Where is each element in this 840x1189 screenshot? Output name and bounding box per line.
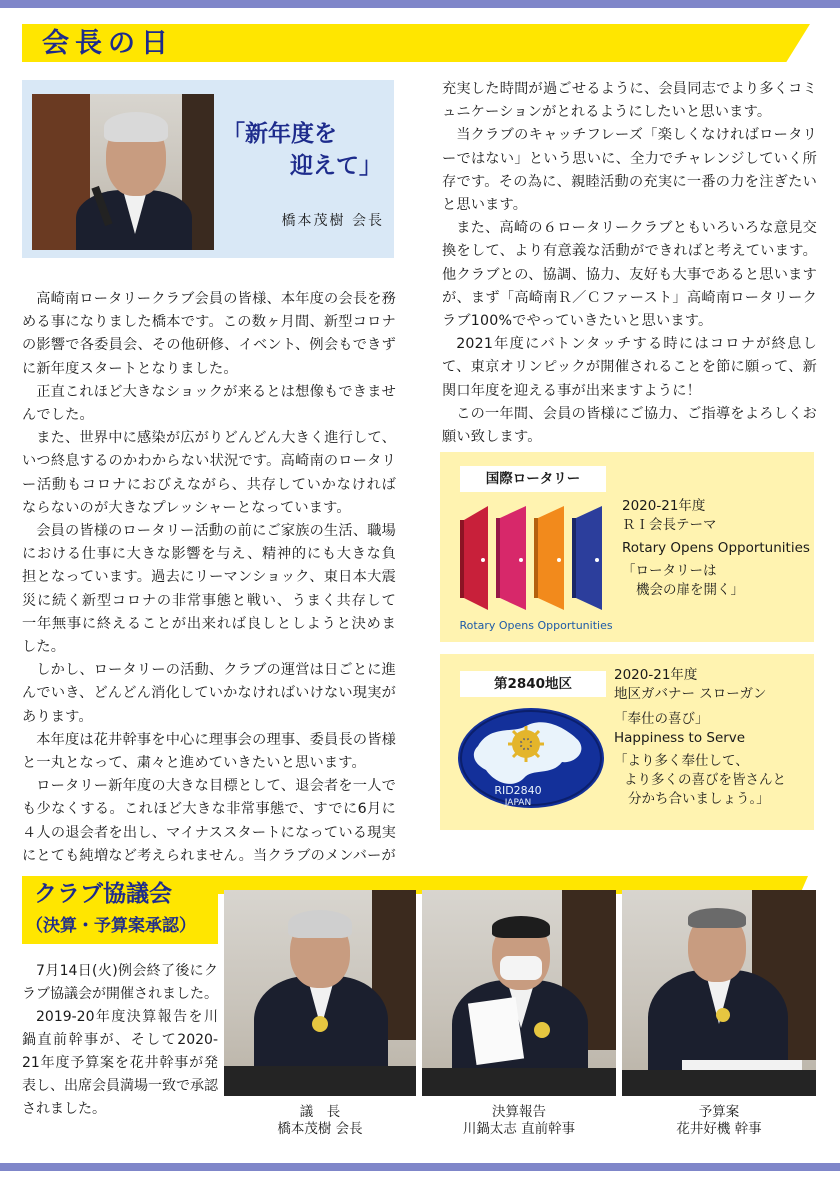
ri-theme-title: ＲＩ会長テーマ <box>622 517 717 533</box>
paragraph: 会員の皆様のロータリー活動の前にご家族の生活、職場における仕事に大きな影響を与え、精神的にも大きな負担となっています。過去にリーマンショック、東日本大震災に続く新型コロナの非常事態と戦い、うまく共存して一年無事に終えることが出来れば良しとしようと決めました。 <box>22 523 396 656</box>
intro-headline-line1: 「新年度を <box>222 121 337 147</box>
paragraph: また、世界中に感染が広がりどんどん大きく進行して、いつ終息するのかわからない状況です。高崎南のロータリー活動もコロナにおびえながら、共存していかなければならないのが大きなプレッシャーとなっています。 <box>22 430 396 516</box>
ri-year: 2020-21年度 <box>622 498 706 514</box>
meeting-text <box>22 960 218 1121</box>
photo-caption-budget <box>622 1104 816 1138</box>
paragraph: 2019-20年度決算報告を川鍋直前幹事が、そして2020-21年度予算案を花井幹事が発表し、出席会員満場一致で承認されました。 <box>22 1009 218 1117</box>
ri-theme-text <box>622 497 812 600</box>
photo-caption-name: 川鍋太志 直前幹事 <box>462 1121 576 1137</box>
president-portrait <box>32 94 214 250</box>
right-column-text <box>442 78 817 449</box>
district-message-line3: 分かち合いましょう。」 <box>628 791 770 807</box>
paragraph: 当クラブのキャッチフレーズ「楽しくなければロータリーではない」という思いに、全力でチャレンジしていく所存です。その為に、親睦活動の充実に一番の力を注ぎたいと思います。 <box>442 127 817 214</box>
district-slogan-title: 地区ガバナー スローガン <box>614 686 767 702</box>
intro-headline-line2: 迎えて」 <box>290 153 382 179</box>
ri-theme-jp-line1: 「ロータリーは <box>622 563 717 579</box>
meeting-photo-chair <box>224 890 416 1096</box>
photo-caption-name: 橋本茂樹 会長 <box>277 1121 363 1137</box>
district-slogan-jp: 「奉仕の喜び」 <box>614 711 709 727</box>
ri-theme-jp-line2: 機会の扉を開く」 <box>636 582 744 598</box>
ri-logo-caption: Rotary Opens Opportunities <box>459 619 613 632</box>
photo-caption-role: 予算案 <box>698 1104 740 1120</box>
photo-caption-chair <box>224 1104 416 1138</box>
district-year: 2020-21年度 <box>614 667 698 683</box>
district-badge-line1: RID2840 <box>494 784 542 797</box>
top-rule <box>0 0 840 8</box>
bottom-rule <box>0 1163 840 1171</box>
intro-author: 橋本茂樹 会長 <box>281 213 384 229</box>
district-message-line2: より多くの喜びを皆さんと <box>624 772 786 788</box>
rotary-doors-logo <box>456 498 616 618</box>
paragraph: 正直これほど大きなショックが来るとは想像もできませんでした。 <box>22 383 396 424</box>
district-label: 第2840地区 <box>460 671 606 697</box>
page-title: 会長の日 <box>42 28 174 59</box>
photo-caption-role: 議 長 <box>299 1104 341 1120</box>
meeting-photo-budget <box>622 890 816 1096</box>
meeting-photo-settlement <box>422 890 616 1096</box>
intro-headline <box>222 118 382 182</box>
photo-caption-settlement <box>422 1104 616 1138</box>
photo-caption-role: 決算報告 <box>492 1104 546 1120</box>
paragraph: また、高崎の６ロータリークラブともいろいろな意見交換をして、より有意義な活動ができればと考えています。他クラブとの、協調、協力、友好も大事であると思いますが、まず「高崎南Ｒ／Ｃファースト」高崎南ロータリークラブ100%でやっていきたいと思います。 <box>442 220 817 330</box>
district-badge-line2: JAPAN <box>504 798 532 808</box>
paragraph: 7月14日(火)例会終了後にクラブ協議会が開催されました。 <box>22 963 218 1002</box>
paragraph: 高崎南ロータリークラブ会員の皆様、本年度の会長を務める事になりました橋本です。この数ヶ月間、新型コロナの影響で各委員会、その他研修、イベント、例会もできずに新年度スタートとなりました。 <box>22 291 396 377</box>
club-meeting-subtitle: （決算・予算案承認） <box>26 916 196 936</box>
district-slogan-text <box>614 666 810 809</box>
club-meeting-title: クラブ協議会 <box>34 881 172 907</box>
paragraph: しかし、ロータリーの活動、クラブの運営は日ごとに進んでいき、どんどん消化していかなければいけない現実があります。 <box>22 662 396 725</box>
ri-label: 国際ロータリー <box>460 466 606 492</box>
district-message-line1: 「より多く奉仕して、 <box>614 753 749 769</box>
photo-caption-name: 花井好機 幹事 <box>676 1121 762 1137</box>
paragraph: 2021年度にバトンタッチする時にはコロナが終息して、東京オリンピックが開催されることを節に願って、新関口年度を迎える事が出来ますように！ <box>442 336 817 399</box>
ri-theme-en: Rotary Opens Opportunities <box>622 540 810 556</box>
paragraph: ロータリー新年度の大きな目標として、退会者を一人でも少なくする。これほど大きな非常事態で、すでに6月に４人の退会者を出し、マイナススタートになっている現実にとても純増など考えられません。当クラブのメンバーが <box>22 778 396 864</box>
district-badge-logo <box>456 706 606 810</box>
paragraph: 充実した時間が過ごせるように、会員同志でより多くコミュニケーションがとれるようにしたいと思います。 <box>442 81 817 121</box>
district-slogan-en: Happiness to Serve <box>614 730 746 746</box>
paragraph: この一年間、会員の皆様にご協力、ご指導をよろしくお願い致します。 <box>442 405 817 446</box>
left-column-text <box>22 288 396 868</box>
paragraph: 本年度は花井幹事を中心に理事会の理事、委員長の皆様と一丸となって、粛々と進めていきたいと思います。 <box>22 731 396 772</box>
